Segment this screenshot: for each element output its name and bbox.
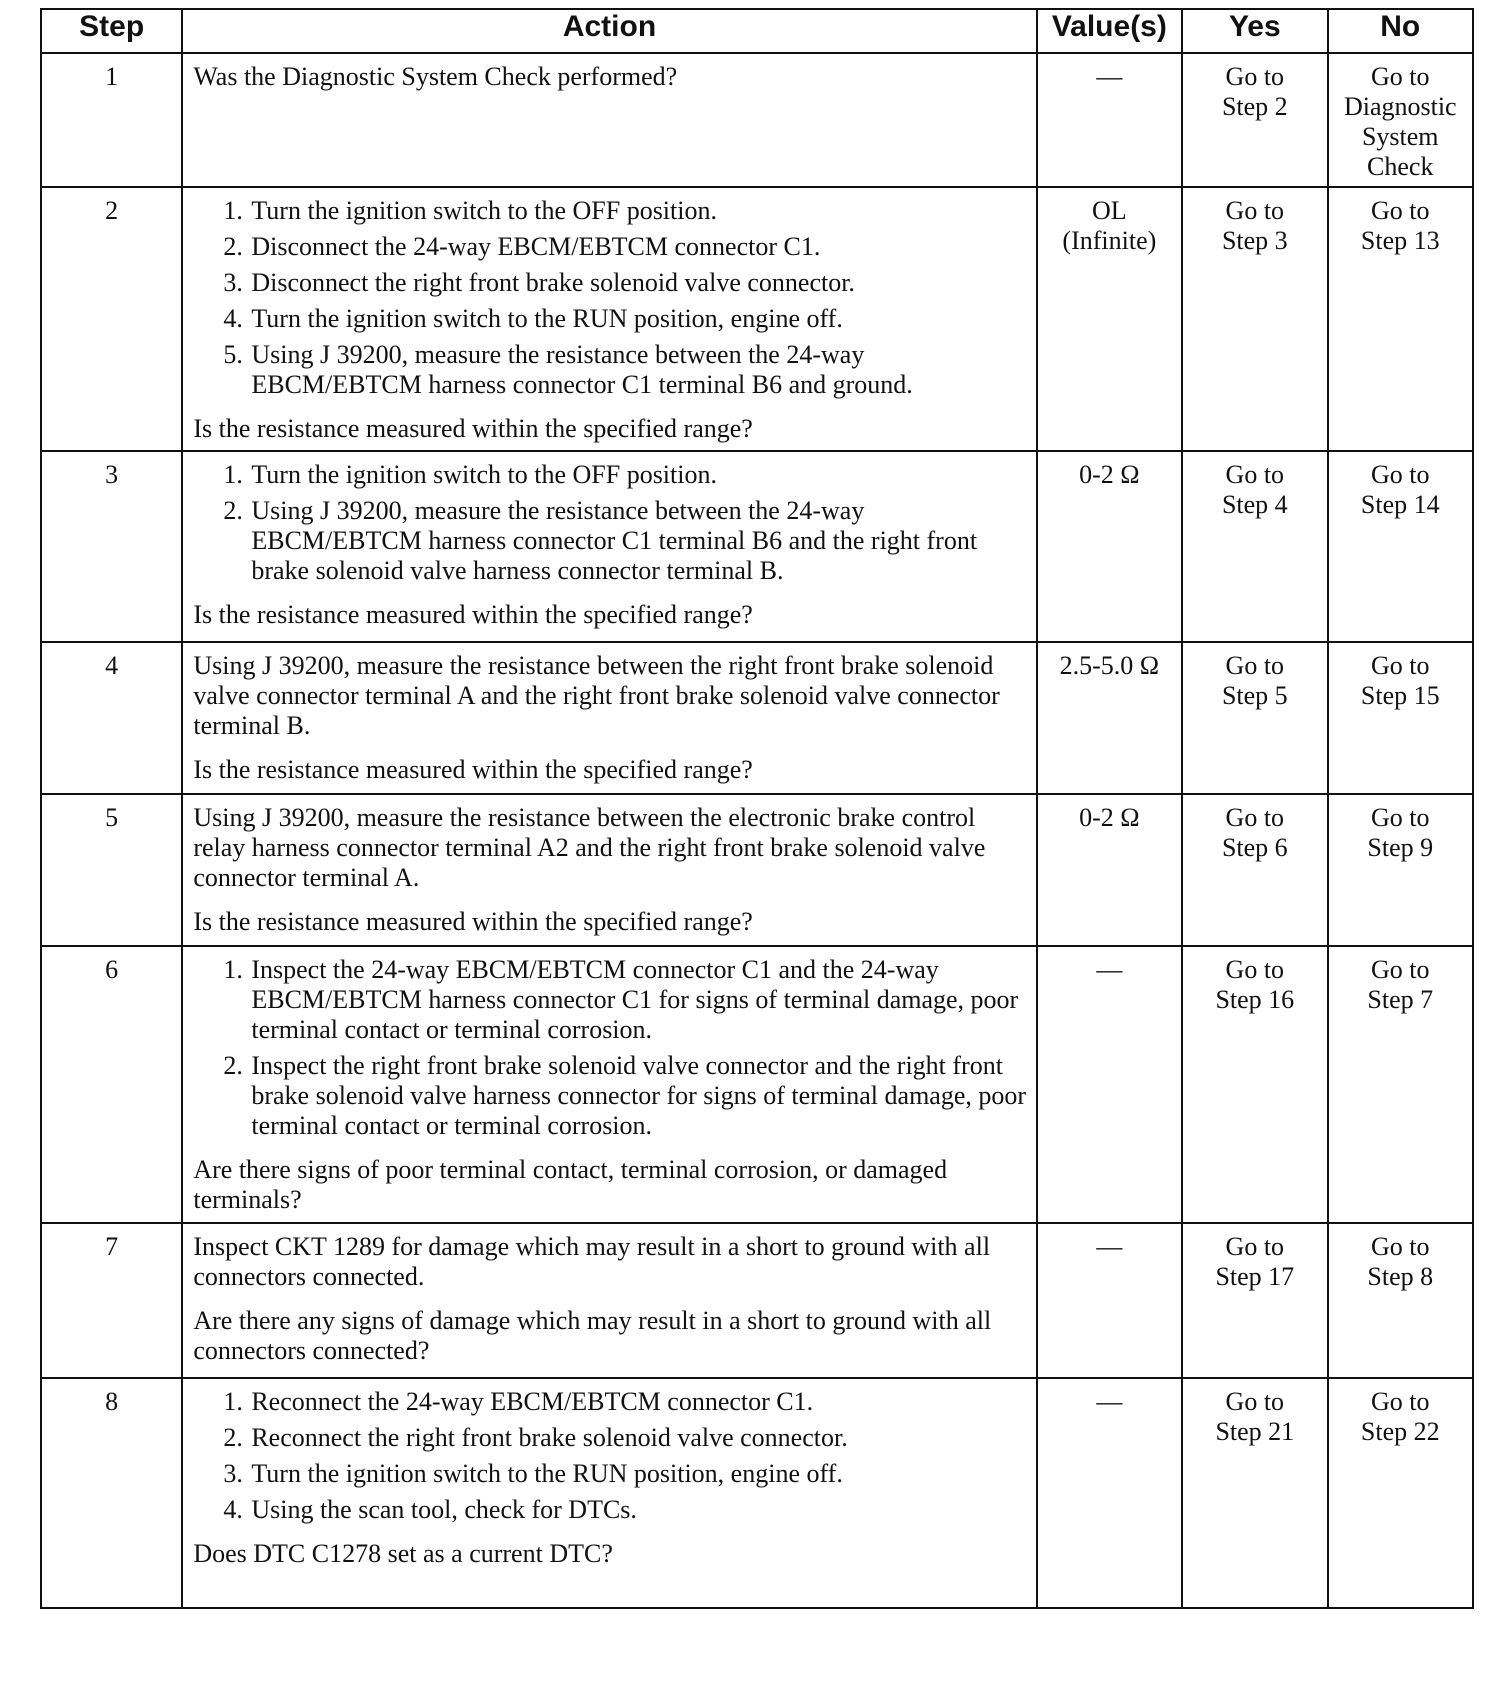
yes-cell-line: Step 2 bbox=[1221, 92, 1288, 121]
no-cell-line: Check bbox=[1367, 152, 1434, 181]
yes-cell-line: Step 21 bbox=[1215, 1417, 1295, 1446]
header-row bbox=[41, 9, 1473, 53]
action-cell bbox=[182, 1223, 1036, 1378]
action-step-item: 5. Using J 39200, measure the resistance between the 24-way EBCM/EBTCM harness connector C1 terminal B6 and ground. bbox=[249, 340, 1027, 400]
no-cell-line: Step 15 bbox=[1360, 681, 1440, 710]
no-cell-line: Go to bbox=[1371, 651, 1430, 680]
table-row bbox=[41, 642, 1473, 794]
action-step-item: 4. Using the scan tool, check for DTCs. bbox=[249, 1495, 1027, 1525]
yes-cell-line: Step 5 bbox=[1221, 681, 1288, 710]
action-question: Are there signs of poor terminal contact, terminal corrosion, or damaged terminals? bbox=[193, 1155, 948, 1214]
header-values: Value(s) bbox=[1037, 9, 1182, 53]
table-row bbox=[41, 794, 1473, 946]
action-cell bbox=[182, 53, 1036, 187]
step-number: 3 bbox=[41, 451, 182, 642]
value-cell-line: — bbox=[1096, 1232, 1123, 1261]
no-cell-line: Step 22 bbox=[1360, 1417, 1440, 1446]
no-cell-line: Step 9 bbox=[1367, 833, 1434, 862]
yes-cell-line: Go to bbox=[1225, 460, 1285, 489]
action-step-item: 4. Turn the ignition switch to the RUN position, engine off. bbox=[249, 304, 1027, 334]
no-cell bbox=[1328, 794, 1473, 946]
yes-cell bbox=[1182, 187, 1327, 451]
no-cell-line: Go to bbox=[1371, 1232, 1430, 1261]
table-row bbox=[41, 1378, 1473, 1608]
yes-cell-line: Go to bbox=[1225, 1232, 1285, 1261]
action-steps-list bbox=[193, 196, 1027, 400]
no-cell-line: System bbox=[1361, 122, 1439, 151]
step-number: 2 bbox=[41, 187, 182, 451]
action-question: Is the resistance measured within the specified range? bbox=[193, 414, 753, 443]
no-cell bbox=[1328, 53, 1473, 187]
value-cell bbox=[1037, 946, 1182, 1223]
yes-cell-line: Go to bbox=[1225, 196, 1285, 225]
step-number: 6 bbox=[41, 946, 182, 1223]
value-cell bbox=[1037, 451, 1182, 642]
value-cell-line: — bbox=[1096, 1387, 1123, 1416]
no-cell bbox=[1328, 946, 1473, 1223]
action-question: Are there any signs of damage which may result in a short to ground with all connectors connected? bbox=[193, 1306, 992, 1365]
value-cell bbox=[1037, 1378, 1182, 1608]
yes-cell-line: Step 3 bbox=[1221, 226, 1288, 255]
step-number: 5 bbox=[41, 794, 182, 946]
yes-cell-line: Step 4 bbox=[1221, 490, 1288, 519]
table-row bbox=[41, 1223, 1473, 1378]
yes-cell-line: Go to bbox=[1225, 803, 1285, 832]
page bbox=[40, 8, 1474, 1609]
value-cell-line: 0-2 Ω bbox=[1079, 803, 1140, 832]
value-cell-line: 2.5-5.0 Ω bbox=[1059, 651, 1160, 680]
value-cell bbox=[1037, 1223, 1182, 1378]
no-cell-line: Go to bbox=[1371, 62, 1430, 91]
step-number: 8 bbox=[41, 1378, 182, 1608]
no-cell-line: Go to bbox=[1371, 1387, 1430, 1416]
action-question: Is the resistance measured within the specified range? bbox=[193, 907, 753, 936]
value-cell-line: — bbox=[1096, 955, 1123, 984]
yes-cell bbox=[1182, 946, 1327, 1223]
value-cell bbox=[1037, 642, 1182, 794]
yes-cell bbox=[1182, 1378, 1327, 1608]
action-text: Using J 39200, measure the resistance between the electronic brake control relay harness connector terminal A2 and the right front brake solenoid valve connector terminal A. bbox=[193, 803, 986, 892]
yes-cell bbox=[1182, 1223, 1327, 1378]
action-cell bbox=[182, 451, 1036, 642]
value-cell bbox=[1037, 187, 1182, 451]
no-cell-line: Go to bbox=[1371, 460, 1430, 489]
action-cell bbox=[182, 794, 1036, 946]
no-cell-line: Step 8 bbox=[1367, 1262, 1434, 1291]
action-step-item: 2. Using J 39200, measure the resistance between the 24-way EBCM/EBTCM harness connector C1 terminal B6 and the right front brake solenoid valve harness connector terminal B. bbox=[249, 496, 1027, 586]
table-row bbox=[41, 187, 1473, 451]
yes-cell bbox=[1182, 53, 1327, 187]
no-cell-line: Go to bbox=[1371, 955, 1430, 984]
no-cell-line: Step 7 bbox=[1367, 985, 1434, 1014]
action-cell bbox=[182, 187, 1036, 451]
header-step: Step bbox=[41, 9, 182, 53]
no-cell bbox=[1328, 1223, 1473, 1378]
yes-cell-line: Go to bbox=[1225, 62, 1285, 91]
no-cell bbox=[1328, 642, 1473, 794]
value-cell-line: 0-2 Ω bbox=[1079, 460, 1140, 489]
action-question: Does DTC C1278 set as a current DTC? bbox=[193, 1539, 613, 1568]
table-row bbox=[41, 946, 1473, 1223]
no-cell-line: Go to bbox=[1371, 803, 1430, 832]
yes-cell bbox=[1182, 451, 1327, 642]
yes-cell-line: Step 17 bbox=[1215, 1262, 1295, 1291]
value-cell-line: (Infinite) bbox=[1062, 226, 1157, 255]
action-step-item: 2. Inspect the right front brake solenoid valve connector and the right front brake solenoid valve harness connector for signs of terminal damage, poor terminal contact or terminal corrosion. bbox=[249, 1051, 1027, 1141]
action-step-item: 1. Reconnect the 24-way EBCM/EBTCM connector C1. bbox=[249, 1387, 1027, 1417]
yes-cell bbox=[1182, 794, 1327, 946]
yes-cell-line: Go to bbox=[1225, 651, 1285, 680]
action-step-item: 1. Turn the ignition switch to the OFF position. bbox=[249, 460, 1027, 490]
header-yes: Yes bbox=[1182, 9, 1327, 53]
action-step-item: 1. Inspect the 24-way EBCM/EBTCM connector C1 and the 24-way EBCM/EBTCM harness connector C1 for signs of terminal damage, poor terminal contact or terminal corrosion. bbox=[249, 955, 1027, 1045]
action-step-item: 3. Disconnect the right front brake solenoid valve connector. bbox=[249, 268, 1027, 298]
no-cell-line: Go to bbox=[1371, 196, 1430, 225]
action-steps-list bbox=[193, 1387, 1027, 1525]
action-step-item: 1. Turn the ignition switch to the OFF position. bbox=[249, 196, 1027, 226]
step-number: 4 bbox=[41, 642, 182, 794]
no-cell-line: Step 13 bbox=[1360, 226, 1440, 255]
action-cell bbox=[182, 946, 1036, 1223]
yes-cell-line: Go to bbox=[1225, 955, 1285, 984]
value-cell-line: — bbox=[1096, 62, 1123, 91]
no-cell bbox=[1328, 1378, 1473, 1608]
value-cell-line: OL bbox=[1092, 196, 1127, 225]
no-cell-line: Step 14 bbox=[1360, 490, 1440, 519]
action-text: Using J 39200, measure the resistance between the right front brake solenoid valve connector terminal A and the right front brake solenoid valve connector terminal B. bbox=[193, 651, 1000, 740]
no-cell bbox=[1328, 451, 1473, 642]
no-cell bbox=[1328, 187, 1473, 451]
value-cell bbox=[1037, 794, 1182, 946]
yes-cell-line: Step 6 bbox=[1221, 833, 1288, 862]
header-action: Action bbox=[182, 9, 1036, 53]
action-step-item: 2. Reconnect the right front brake solenoid valve connector. bbox=[249, 1423, 1027, 1453]
table-row bbox=[41, 53, 1473, 187]
no-cell-line: Diagnostic bbox=[1343, 92, 1457, 121]
action-steps-list bbox=[193, 460, 1027, 586]
action-step-item: 3. Turn the ignition switch to the RUN position, engine off. bbox=[249, 1459, 1027, 1489]
table-body bbox=[41, 53, 1473, 1608]
step-number: 7 bbox=[41, 1223, 182, 1378]
yes-cell bbox=[1182, 642, 1327, 794]
yes-cell-line: Go to bbox=[1225, 1387, 1285, 1416]
action-text: Was the Diagnostic System Check performed? bbox=[193, 62, 678, 91]
action-text: Inspect CKT 1289 for damage which may result in a short to ground with all connectors connected. bbox=[193, 1232, 991, 1291]
action-step-item: 2. Disconnect the 24-way EBCM/EBTCM connector C1. bbox=[249, 232, 1027, 262]
value-cell bbox=[1037, 53, 1182, 187]
action-cell bbox=[182, 642, 1036, 794]
diagnostic-table bbox=[40, 8, 1474, 1609]
action-cell bbox=[182, 1378, 1036, 1608]
action-question: Is the resistance measured within the specified range? bbox=[193, 600, 753, 629]
yes-cell-line: Step 16 bbox=[1215, 985, 1295, 1014]
header-no: No bbox=[1328, 9, 1473, 53]
action-steps-list bbox=[193, 955, 1027, 1141]
step-number: 1 bbox=[41, 53, 182, 187]
table-row bbox=[41, 451, 1473, 642]
action-question: Is the resistance measured within the specified range? bbox=[193, 755, 753, 784]
